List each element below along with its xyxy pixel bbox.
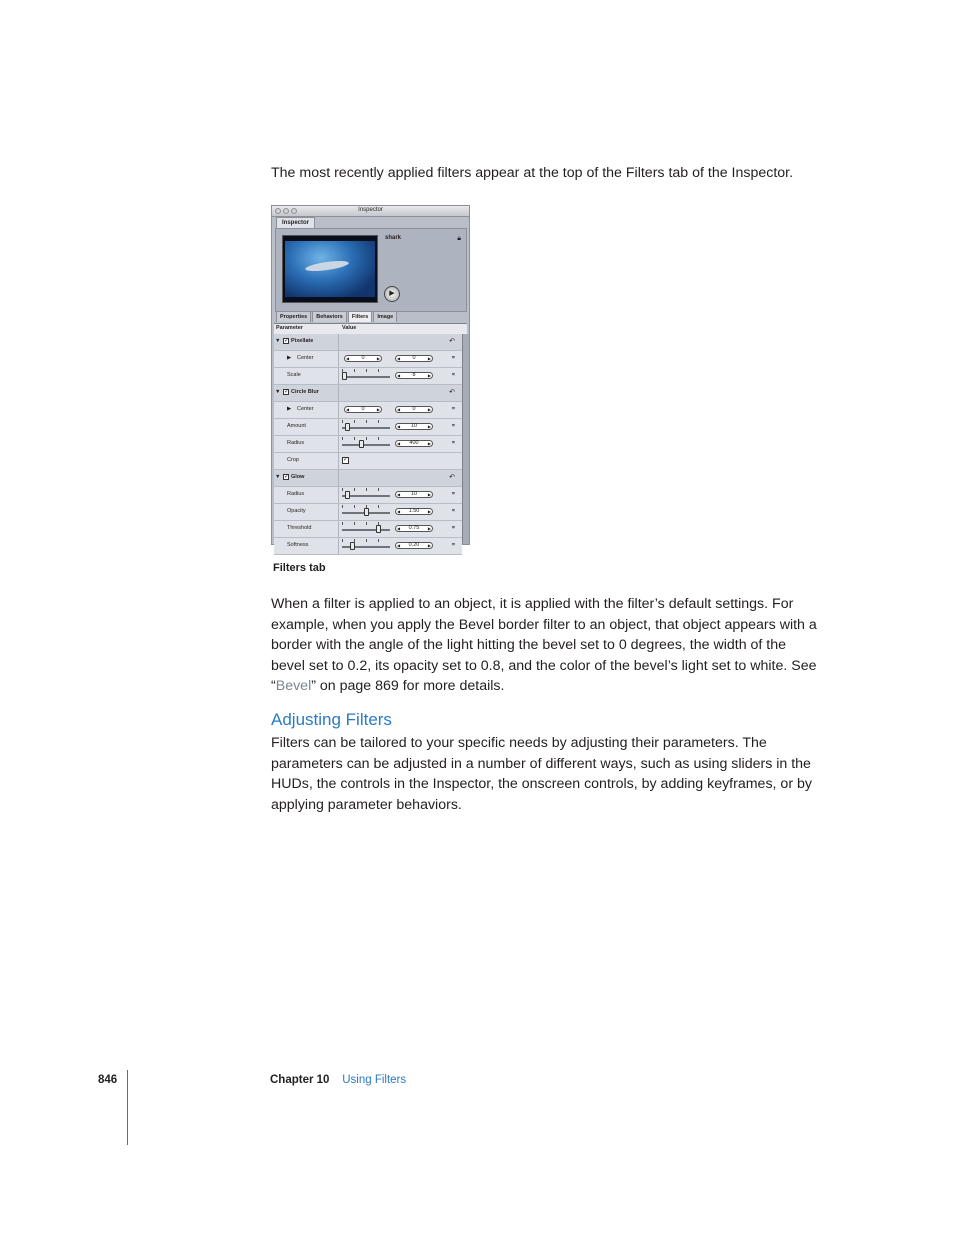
parameter-row bbox=[274, 419, 462, 436]
tab-behaviors[interactable]: Behaviors bbox=[312, 311, 347, 322]
tab-properties[interactable]: Properties bbox=[276, 311, 311, 322]
decrement-arrow-icon[interactable]: ◀ bbox=[397, 543, 401, 548]
animation-menu-icon[interactable]: = bbox=[451, 525, 455, 531]
footer-rule bbox=[127, 1070, 128, 1145]
inspector-tab[interactable]: Inspector bbox=[276, 217, 315, 229]
animation-menu-icon[interactable]: = bbox=[451, 406, 455, 412]
window-title: Inspector bbox=[358, 207, 383, 213]
disclosure-triangle-icon[interactable]: ▼ bbox=[275, 389, 281, 395]
filter-enable-checkbox[interactable]: ✓ bbox=[284, 389, 290, 395]
decrement-arrow-icon[interactable]: ◀ bbox=[397, 356, 401, 361]
value-column-header: Value bbox=[342, 325, 357, 331]
animation-menu-icon[interactable]: = bbox=[451, 355, 455, 361]
inspector-title-bar bbox=[272, 206, 469, 217]
decrement-arrow-icon[interactable]: ◀ bbox=[346, 407, 350, 412]
parameter-label-cell bbox=[274, 538, 339, 554]
filter-label-cell bbox=[274, 385, 339, 401]
filter-name: Circle Blur bbox=[291, 389, 319, 395]
animation-menu-icon[interactable]: = bbox=[451, 423, 455, 429]
value-text: 0 bbox=[412, 355, 416, 361]
parameter-label: Threshold bbox=[287, 525, 312, 531]
value-field[interactable] bbox=[344, 406, 382, 413]
decrement-arrow-icon[interactable]: ◀ bbox=[397, 492, 401, 497]
increment-arrow-icon[interactable]: ▶ bbox=[427, 441, 431, 446]
value-field[interactable] bbox=[395, 525, 433, 532]
parameter-row bbox=[274, 538, 462, 555]
parameter-row bbox=[274, 487, 462, 504]
parameter-label-cell bbox=[274, 419, 339, 435]
preview-area bbox=[275, 228, 467, 312]
lock-icon[interactable]: 🔒︎ bbox=[457, 235, 461, 242]
object-name: shark bbox=[385, 235, 402, 241]
reset-icon[interactable]: ↶ bbox=[449, 338, 455, 345]
decrement-arrow-icon[interactable]: ◀ bbox=[397, 509, 401, 514]
parameter-label-cell bbox=[274, 368, 339, 384]
value-text: 400 bbox=[409, 440, 419, 446]
parameter-label: Center bbox=[297, 355, 314, 361]
value-field[interactable] bbox=[395, 542, 433, 549]
parameter-row bbox=[274, 504, 462, 521]
parameter-row bbox=[274, 453, 462, 470]
animation-menu-icon[interactable]: = bbox=[451, 440, 455, 446]
bevel-link[interactable]: Bevel bbox=[275, 678, 312, 694]
parameter-column-header: Parameter bbox=[276, 325, 303, 331]
disclosure-triangle-icon[interactable]: ▼ bbox=[275, 338, 281, 344]
tab-image[interactable]: Image bbox=[373, 311, 397, 322]
decrement-arrow-icon[interactable]: ◀ bbox=[397, 526, 401, 531]
increment-arrow-icon[interactable]: ▶ bbox=[427, 543, 431, 548]
decrement-arrow-icon[interactable]: ◀ bbox=[397, 407, 401, 412]
filter-enable-checkbox[interactable]: ✓ bbox=[284, 338, 290, 344]
parameter-label-cell bbox=[274, 487, 339, 503]
slider-ticks bbox=[342, 522, 390, 525]
value-text: 8 bbox=[412, 372, 416, 378]
decrement-arrow-icon[interactable]: ◀ bbox=[397, 424, 401, 429]
increment-arrow-icon[interactable]: ▶ bbox=[427, 407, 431, 412]
filter-name: Glow bbox=[291, 474, 305, 480]
value-slider[interactable] bbox=[342, 427, 390, 429]
slider-knob[interactable] bbox=[350, 542, 355, 550]
parameter-row bbox=[274, 368, 462, 385]
value-field[interactable] bbox=[395, 423, 433, 430]
filter-enable-checkbox[interactable]: ✓ bbox=[284, 474, 290, 480]
value-field[interactable] bbox=[395, 440, 433, 447]
value-text: 0.20 bbox=[408, 542, 420, 548]
increment-arrow-icon[interactable]: ▶ bbox=[376, 407, 380, 412]
value-slider[interactable] bbox=[342, 444, 390, 446]
figure-caption: Filters tab bbox=[273, 562, 326, 574]
increment-arrow-icon[interactable]: ▶ bbox=[427, 509, 431, 514]
slider-knob[interactable] bbox=[364, 508, 369, 516]
bevel-paragraph-text-end: ” on page 869 for more details. bbox=[311, 678, 505, 694]
value-slider[interactable] bbox=[342, 529, 390, 531]
increment-arrow-icon[interactable]: ▶ bbox=[427, 492, 431, 497]
slider-ticks bbox=[342, 369, 390, 372]
decrement-arrow-icon[interactable]: ◀ bbox=[346, 356, 350, 361]
increment-arrow-icon[interactable]: ▶ bbox=[427, 373, 431, 378]
bevel-paragraph-text: When a filter is applied to an object, it is applied with the filter’s default settings. For example, when you apply the Bevel border filter to an object, that object appears with a border with the angle of the light hitting the bevel set to 0 degrees, the width of the bevel set to 0.2, its opacity set to 0.8, and the color of the bevel’s light set to white. See “ bbox=[271, 596, 817, 694]
scrollbar[interactable] bbox=[462, 334, 469, 544]
value-field[interactable] bbox=[395, 406, 433, 413]
slider-ticks bbox=[342, 437, 390, 440]
tab-filters[interactable]: Filters bbox=[348, 311, 373, 322]
value-text: 10 bbox=[410, 423, 418, 429]
value-slider[interactable] bbox=[342, 495, 390, 497]
parameter-label: Center bbox=[297, 406, 314, 412]
inspector-tabs bbox=[276, 311, 398, 322]
value-text: 0 bbox=[361, 355, 365, 361]
value-slider[interactable] bbox=[342, 376, 390, 378]
chapter-footer bbox=[270, 1074, 406, 1086]
reset-icon[interactable]: ↶ bbox=[449, 389, 455, 396]
increment-arrow-icon[interactable]: ▶ bbox=[427, 424, 431, 429]
parameter-row bbox=[274, 351, 462, 368]
value-text: 10 bbox=[410, 491, 418, 497]
parameter-label: Softness bbox=[287, 542, 309, 548]
value-field[interactable] bbox=[395, 508, 433, 515]
value-slider[interactable] bbox=[342, 512, 390, 514]
slider-knob[interactable] bbox=[345, 491, 350, 499]
intro-paragraph: The most recently applied filters appear at the top of the Filters tab of the Inspector. bbox=[271, 165, 794, 181]
page-number: 846 bbox=[98, 1074, 118, 1086]
parameter-label-cell bbox=[274, 504, 339, 520]
parameter-label: Radius bbox=[287, 491, 305, 497]
shark-thumbnail bbox=[282, 235, 378, 303]
parameter-row bbox=[274, 436, 462, 453]
parameter-label-cell bbox=[274, 521, 339, 537]
animation-menu-icon[interactable]: = bbox=[451, 542, 455, 548]
parameter-row bbox=[274, 521, 462, 538]
increment-arrow-icon[interactable]: ▶ bbox=[427, 356, 431, 361]
crop-checkbox[interactable]: ✓ bbox=[343, 457, 349, 463]
expand-triangle-icon[interactable]: ▶ bbox=[287, 406, 292, 412]
value-field[interactable] bbox=[395, 372, 433, 379]
parameter-label: Radius bbox=[287, 440, 305, 446]
increment-arrow-icon[interactable]: ▶ bbox=[376, 356, 380, 361]
inspector-window bbox=[271, 205, 470, 548]
parameter-label: Amount bbox=[287, 423, 306, 429]
slider-knob[interactable] bbox=[342, 372, 347, 380]
value-slider[interactable] bbox=[342, 546, 390, 548]
parameter-row bbox=[274, 402, 462, 419]
value-text: 1.50 bbox=[408, 508, 420, 514]
value-text: 0.75 bbox=[408, 525, 420, 531]
bevel-paragraph bbox=[271, 594, 823, 697]
filter-row[interactable] bbox=[274, 334, 462, 351]
parameter-label: Scale bbox=[287, 372, 301, 378]
parameter-list bbox=[274, 334, 462, 555]
value-text: 0 bbox=[361, 406, 365, 412]
play-icon: ▶ bbox=[389, 290, 395, 297]
filter-row[interactable] bbox=[274, 470, 462, 487]
slider-knob[interactable] bbox=[376, 525, 381, 533]
play-button[interactable] bbox=[384, 286, 400, 302]
value-field[interactable] bbox=[395, 491, 433, 498]
increment-arrow-icon[interactable]: ▶ bbox=[427, 526, 431, 531]
slider-knob[interactable] bbox=[345, 423, 350, 431]
value-field[interactable] bbox=[395, 355, 433, 362]
section-heading: Adjusting Filters bbox=[271, 710, 392, 729]
chapter-label: Chapter 10 bbox=[270, 1074, 330, 1086]
slider-knob[interactable] bbox=[359, 440, 364, 448]
parameter-label-cell bbox=[274, 436, 339, 452]
filter-label-cell bbox=[274, 334, 339, 350]
decrement-arrow-icon[interactable]: ◀ bbox=[397, 373, 401, 378]
value-field[interactable] bbox=[344, 355, 382, 362]
filter-label-cell bbox=[274, 470, 339, 486]
filter-row[interactable] bbox=[274, 385, 462, 402]
chapter-title-link[interactable]: Using Filters bbox=[342, 1074, 407, 1086]
decrement-arrow-icon[interactable]: ◀ bbox=[397, 441, 401, 446]
parameter-label-cell bbox=[274, 402, 339, 418]
parameter-label-cell bbox=[274, 453, 339, 469]
animation-menu-icon[interactable]: = bbox=[451, 372, 455, 378]
animation-menu-icon[interactable]: = bbox=[451, 508, 455, 514]
adjusting-paragraph: Filters can be tailored to your specific needs by adjusting their parameters. The parameters can be adjusted in a number of different ways, such as using sliders in the HUDs, the controls in the Inspector, the onscreen controls, by adding keyframes, or by applying parameter behaviors. bbox=[271, 735, 812, 813]
parameter-label-cell bbox=[274, 351, 339, 367]
disclosure-triangle-icon[interactable]: ▼ bbox=[275, 474, 281, 480]
parameter-label: Opacity bbox=[287, 508, 306, 514]
animation-menu-icon[interactable]: = bbox=[451, 491, 455, 497]
parameter-label: Crop bbox=[287, 457, 299, 463]
expand-triangle-icon[interactable]: ▶ bbox=[287, 355, 292, 361]
value-text: 0 bbox=[412, 406, 416, 412]
filter-name: Pixellate bbox=[291, 338, 314, 344]
reset-icon[interactable]: ↶ bbox=[449, 474, 455, 481]
